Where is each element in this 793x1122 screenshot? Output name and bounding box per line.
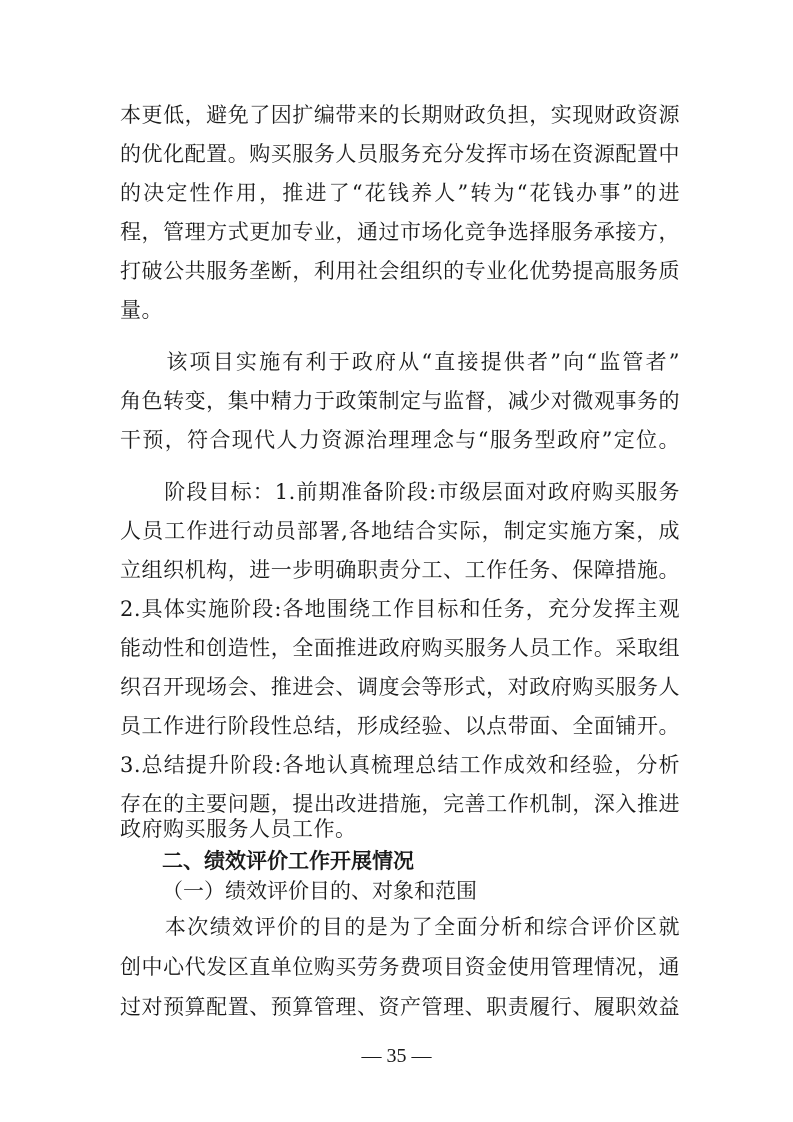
paragraph-line: 过对预算配置、预算管理、资产管理、职责履行、履职效益	[120, 995, 680, 1019]
section-heading: 二、绩效评价工作开展情况	[162, 849, 414, 873]
paragraph-line: 3.总结提升阶段:各地认真梳理总结工作成效和经验，分析	[120, 753, 680, 777]
paragraph-line: 角色转变，集中精力于政策制定与监督，减少对微观事务的	[120, 389, 680, 413]
paragraph-line: 2.具体实施阶段:各地围绕工作目标和任务，充分发挥主观	[120, 597, 680, 621]
page-number: — 35 —	[361, 1045, 432, 1067]
paragraph-line: 存在的主要问题，提出改进措施，完善工作机制，深入推进	[120, 792, 680, 816]
paragraph-line: 创中心代发区直单位购买劳务费项目资金使用管理情况，通	[120, 955, 680, 979]
paragraph-line: 能动性和创造性，全面推进政府购买服务人员工作。采取组	[120, 636, 680, 660]
paragraph-line: 本更低，避免了因扩编带来的长期财政负担，实现财政资源	[120, 103, 680, 127]
paragraph-line: 程，管理方式更加专业，通过市场化竞争选择服务承接方，	[120, 220, 680, 244]
paragraph-line: 的决定性作用，推进了“花钱养人”转为“花钱办事”的进	[120, 181, 680, 205]
paragraph-line: 本次绩效评价的目的是为了全面分析和综合评价区就	[120, 915, 680, 939]
paragraph-line: 量。	[120, 298, 163, 322]
paragraph-line: 该项目实施有利于政府从“直接提供者”向“监管者”	[120, 350, 680, 374]
paragraph-line: 立组织机构，进一步明确职责分工、工作任务、保障措施。	[120, 558, 680, 582]
paragraph-line: 的优化配置。购买服务人员服务充分发挥市场在资源配置中	[120, 142, 680, 166]
paragraph-line: 人员工作进行动员部署,各地结合实际，制定实施方案，成	[120, 519, 680, 543]
section-subheading: （一）绩效评价目的、对象和范围	[162, 879, 477, 903]
paragraph-line: 打破公共服务垄断，利用社会组织的专业化优势提高服务质	[120, 259, 680, 283]
paragraph-line: 政府购买服务人员工作。	[120, 817, 357, 841]
paragraph-line: 干预，符合现代人力资源治理理念与“服务型政府”定位。	[120, 428, 680, 452]
paragraph-line: 员工作进行阶段性总结，形成经验、以点带面、全面铺开。	[120, 714, 680, 738]
paragraph-line: 阶段目标：1.前期准备阶段:市级层面对政府购买服务	[120, 480, 680, 504]
paragraph-line: 织召开现场会、推进会、调度会等形式，对政府购买服务人	[120, 675, 680, 699]
